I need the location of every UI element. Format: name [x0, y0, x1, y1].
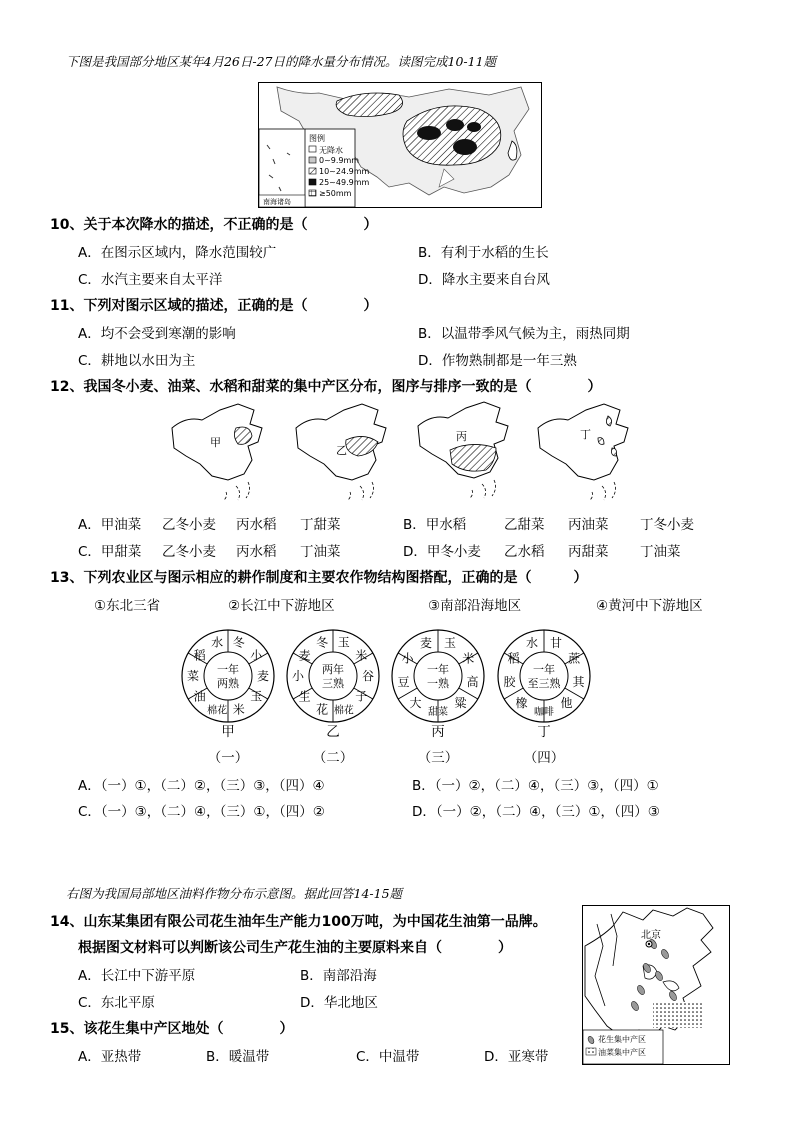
rotation-system-label: 一年	[533, 663, 555, 676]
intro-text-14-15: 右图为我国局部地区油料作物分布示意图。据此回答14-15题	[66, 886, 403, 901]
crop-label: 甜菜	[428, 707, 448, 718]
crop-label: 橡	[515, 695, 528, 710]
oil-crops-map	[582, 905, 730, 1065]
q13-region-3: ③南部沿海地区	[428, 598, 522, 614]
legend-rapeseed: 油菜集中产区	[598, 1048, 646, 1057]
crop-label: 菜	[186, 669, 200, 683]
legend-item-none: 无降水	[319, 146, 343, 155]
q12-option-c-2: 乙冬小麦	[162, 544, 216, 560]
q14-option-c[interactable]: C．东北平原	[78, 995, 155, 1011]
q11-option-c[interactable]: C．耕地以水田为主	[78, 353, 196, 369]
crop-label: 大	[409, 695, 422, 710]
crop-label: 玉	[337, 635, 350, 650]
crop-label: 其	[572, 675, 585, 690]
q10-stem: 10、关于本次降水的描述，不正确的是（ ）	[50, 217, 378, 233]
q11-option-d[interactable]: D．作物熟制都是一年三熟	[418, 353, 577, 369]
crop-label: 小	[250, 648, 263, 663]
rotation-system-label: 三熟	[322, 677, 344, 690]
rotation-system-label: 一熟	[427, 677, 449, 690]
wheel-label-4: 丁	[537, 724, 551, 740]
q15-option-c[interactable]: C．中温带	[356, 1049, 420, 1065]
crop-label: 冬	[316, 635, 329, 650]
q15-stem: 15、该花生集中产区地处（ ）	[50, 1021, 294, 1037]
crop-label: 棉花	[333, 705, 354, 717]
map-label-jia: 甲	[210, 436, 221, 449]
q13-option-b[interactable]: B．（一）②，（二）④，（三）③，（四）①	[412, 778, 659, 794]
crop-wheel-3	[390, 628, 486, 724]
crop-label: 冬	[232, 635, 245, 650]
china-map-jia	[166, 402, 276, 510]
crop-label: 米	[355, 648, 368, 663]
map-label-yi: 乙	[336, 444, 347, 457]
q12-option-b-1[interactable]: B．甲水稻	[403, 517, 467, 533]
crop-label: 米	[462, 651, 475, 666]
q12-option-b-3: 丙油菜	[568, 517, 609, 533]
q12-option-a-2: 乙冬小麦	[162, 517, 216, 533]
china-map-bing	[412, 400, 522, 508]
legend-item-0-9.9: 0~9.9mm	[319, 156, 360, 165]
crop-label: 麦	[298, 648, 311, 663]
q15-option-a[interactable]: A．亚热带	[78, 1049, 142, 1065]
intro-text-10-11: 下图是我国部分地区某年4月26日-27日的降水量分布情况。读图完成10-11题	[66, 54, 497, 69]
rotation-system-label: 一年	[427, 663, 449, 676]
q12-option-c-1[interactable]: C．甲甜菜	[78, 544, 142, 560]
q10-option-b[interactable]: B．有利于水稻的生长	[418, 245, 549, 261]
wheel-label-3: 丙	[431, 724, 445, 740]
china-map-yi	[290, 402, 400, 510]
q14-option-b[interactable]: B．南部沿海	[300, 968, 377, 984]
crop-label: 咖啡	[534, 707, 554, 718]
crop-label: 胶	[503, 675, 516, 690]
crop-label: 粱	[454, 695, 467, 710]
crop-label: 稻	[193, 648, 206, 663]
wheel-number-4: （四）	[523, 750, 565, 766]
crop-label: 生	[298, 689, 311, 704]
q13-option-c[interactable]: C．（一）③，（二）④，（三）①，（四）②	[78, 804, 325, 820]
crop-label: 麦	[256, 669, 270, 683]
q13-region-2: ②长江中下游地区	[228, 598, 335, 614]
crop-label: 高	[466, 675, 479, 690]
q10-option-a[interactable]: A．在图示区域内，降水范围较广	[78, 245, 277, 261]
china-map-ding	[532, 402, 642, 510]
precipitation-map-graphic	[259, 83, 541, 207]
rotation-system-label: 两熟	[217, 677, 239, 690]
q10-option-d[interactable]: D．降水主要来自台风	[418, 272, 550, 288]
q14-stem-line2: 根据图文材料可以判断该公司生产花生油的主要原料来自（ ）	[78, 940, 512, 956]
crop-wheel-1	[180, 628, 276, 724]
rotation-system-label: 至三熟	[527, 677, 561, 690]
q13-option-d[interactable]: D．（一）②，（二）④，（三）①，（四）③	[412, 804, 660, 820]
map-label-bing: 丙	[456, 430, 467, 443]
q11-option-a[interactable]: A．均不会受到寒潮的影响	[78, 326, 236, 342]
crop-label: 子	[355, 689, 368, 704]
city-label-beijing: 北京	[641, 930, 661, 941]
crop-label: 稻	[507, 651, 520, 666]
q12-option-c-4: 丁油菜	[300, 544, 341, 560]
q12-option-a-4: 丁甜菜	[300, 517, 341, 533]
precipitation-map	[258, 82, 542, 208]
crop-label: 小	[291, 669, 305, 683]
q15-option-b[interactable]: B．暖温带	[206, 1049, 270, 1065]
rotation-system-label: 一年	[217, 663, 239, 676]
wheel-number-1: （一）	[207, 750, 249, 766]
q12-option-c-3: 丙水稻	[236, 544, 277, 560]
crop-label: 水	[526, 636, 539, 651]
legend-peanut: 花生集中产区	[598, 1035, 646, 1044]
crop-label: 油	[193, 689, 206, 704]
q12-option-b-4: 丁冬小麦	[640, 517, 694, 533]
crop-label: 玉	[443, 636, 456, 651]
crop-label: 豆	[397, 675, 410, 690]
wheel-number-3: （三）	[417, 750, 459, 766]
legend-item-25-49.9: 25~49.9mm	[319, 178, 370, 187]
q12-option-a-3: 丙水稻	[236, 517, 277, 533]
crop-label: 花	[316, 702, 329, 717]
q12-stem: 12、我国冬小麦、油菜、水稻和甜菜的集中产区分布，图序与排序一致的是（ ）	[50, 379, 602, 395]
q11-option-b[interactable]: B．以温带季风气候为主，雨热同期	[418, 326, 630, 342]
legend-title: 图例	[309, 134, 325, 143]
map-label-ding: 丁	[580, 428, 591, 441]
q11-stem: 11、下列对图示区域的描述，正确的是（ ）	[50, 298, 378, 314]
inset-label: 南海诸岛	[263, 198, 291, 206]
wheel-label-2: 乙	[326, 724, 340, 740]
wheel-label-1: 甲	[221, 724, 235, 740]
crop-label: 水	[211, 635, 224, 650]
crop-label: 麦	[420, 636, 433, 651]
crop-label: 他	[560, 695, 573, 710]
crop-wheel-2	[285, 628, 381, 724]
crop-label: 蔗	[568, 651, 581, 666]
q12-option-d-4: 丁油菜	[640, 544, 681, 560]
q12-option-d-3: 丙甜菜	[568, 544, 609, 560]
q15-option-d[interactable]: D．亚寒带	[484, 1049, 549, 1065]
q13-region-4: ④黄河中下游地区	[596, 598, 703, 614]
q12-option-d-1[interactable]: D．甲冬小麦	[403, 544, 481, 560]
crop-label: 小	[401, 651, 414, 666]
q14-option-d[interactable]: D．华北地区	[300, 995, 378, 1011]
q12-option-b-2: 乙甜菜	[504, 517, 545, 533]
crop-label: 玉	[250, 689, 263, 704]
crop-label: 谷	[361, 669, 375, 683]
q13-region-1: ①东北三省	[94, 598, 161, 614]
q13-stem: 13、下列农业区与图示相应的耕作制度和主要农作物结构图搭配，正确的是（ ）	[50, 570, 588, 586]
q12-option-a-1[interactable]: A．甲油菜	[78, 517, 142, 533]
q13-option-a[interactable]: A．（一）①，（二）②，（三）③，（四）④	[78, 778, 325, 794]
rotation-system-label: 两年	[322, 663, 344, 676]
legend-item-50: ≥50mm	[319, 189, 352, 198]
crop-label: 甘	[549, 636, 562, 651]
crop-wheel-4	[496, 628, 592, 724]
legend-item-10-24.9: 10~24.9mm	[319, 167, 370, 176]
wheel-number-2: （二）	[312, 750, 354, 766]
q10-option-c[interactable]: C．水汽主要来自太平洋	[78, 272, 223, 288]
q14-stem-line1: 14、山东某集团有限公司花生油年生产能力100万吨，为中国花生油第一品牌。	[50, 914, 547, 930]
q14-option-a[interactable]: A．长江中下游平原	[78, 968, 196, 984]
q12-option-d-2: 乙水稻	[504, 544, 545, 560]
crop-label: 米	[232, 702, 245, 717]
crop-label: 棉花	[207, 705, 228, 717]
